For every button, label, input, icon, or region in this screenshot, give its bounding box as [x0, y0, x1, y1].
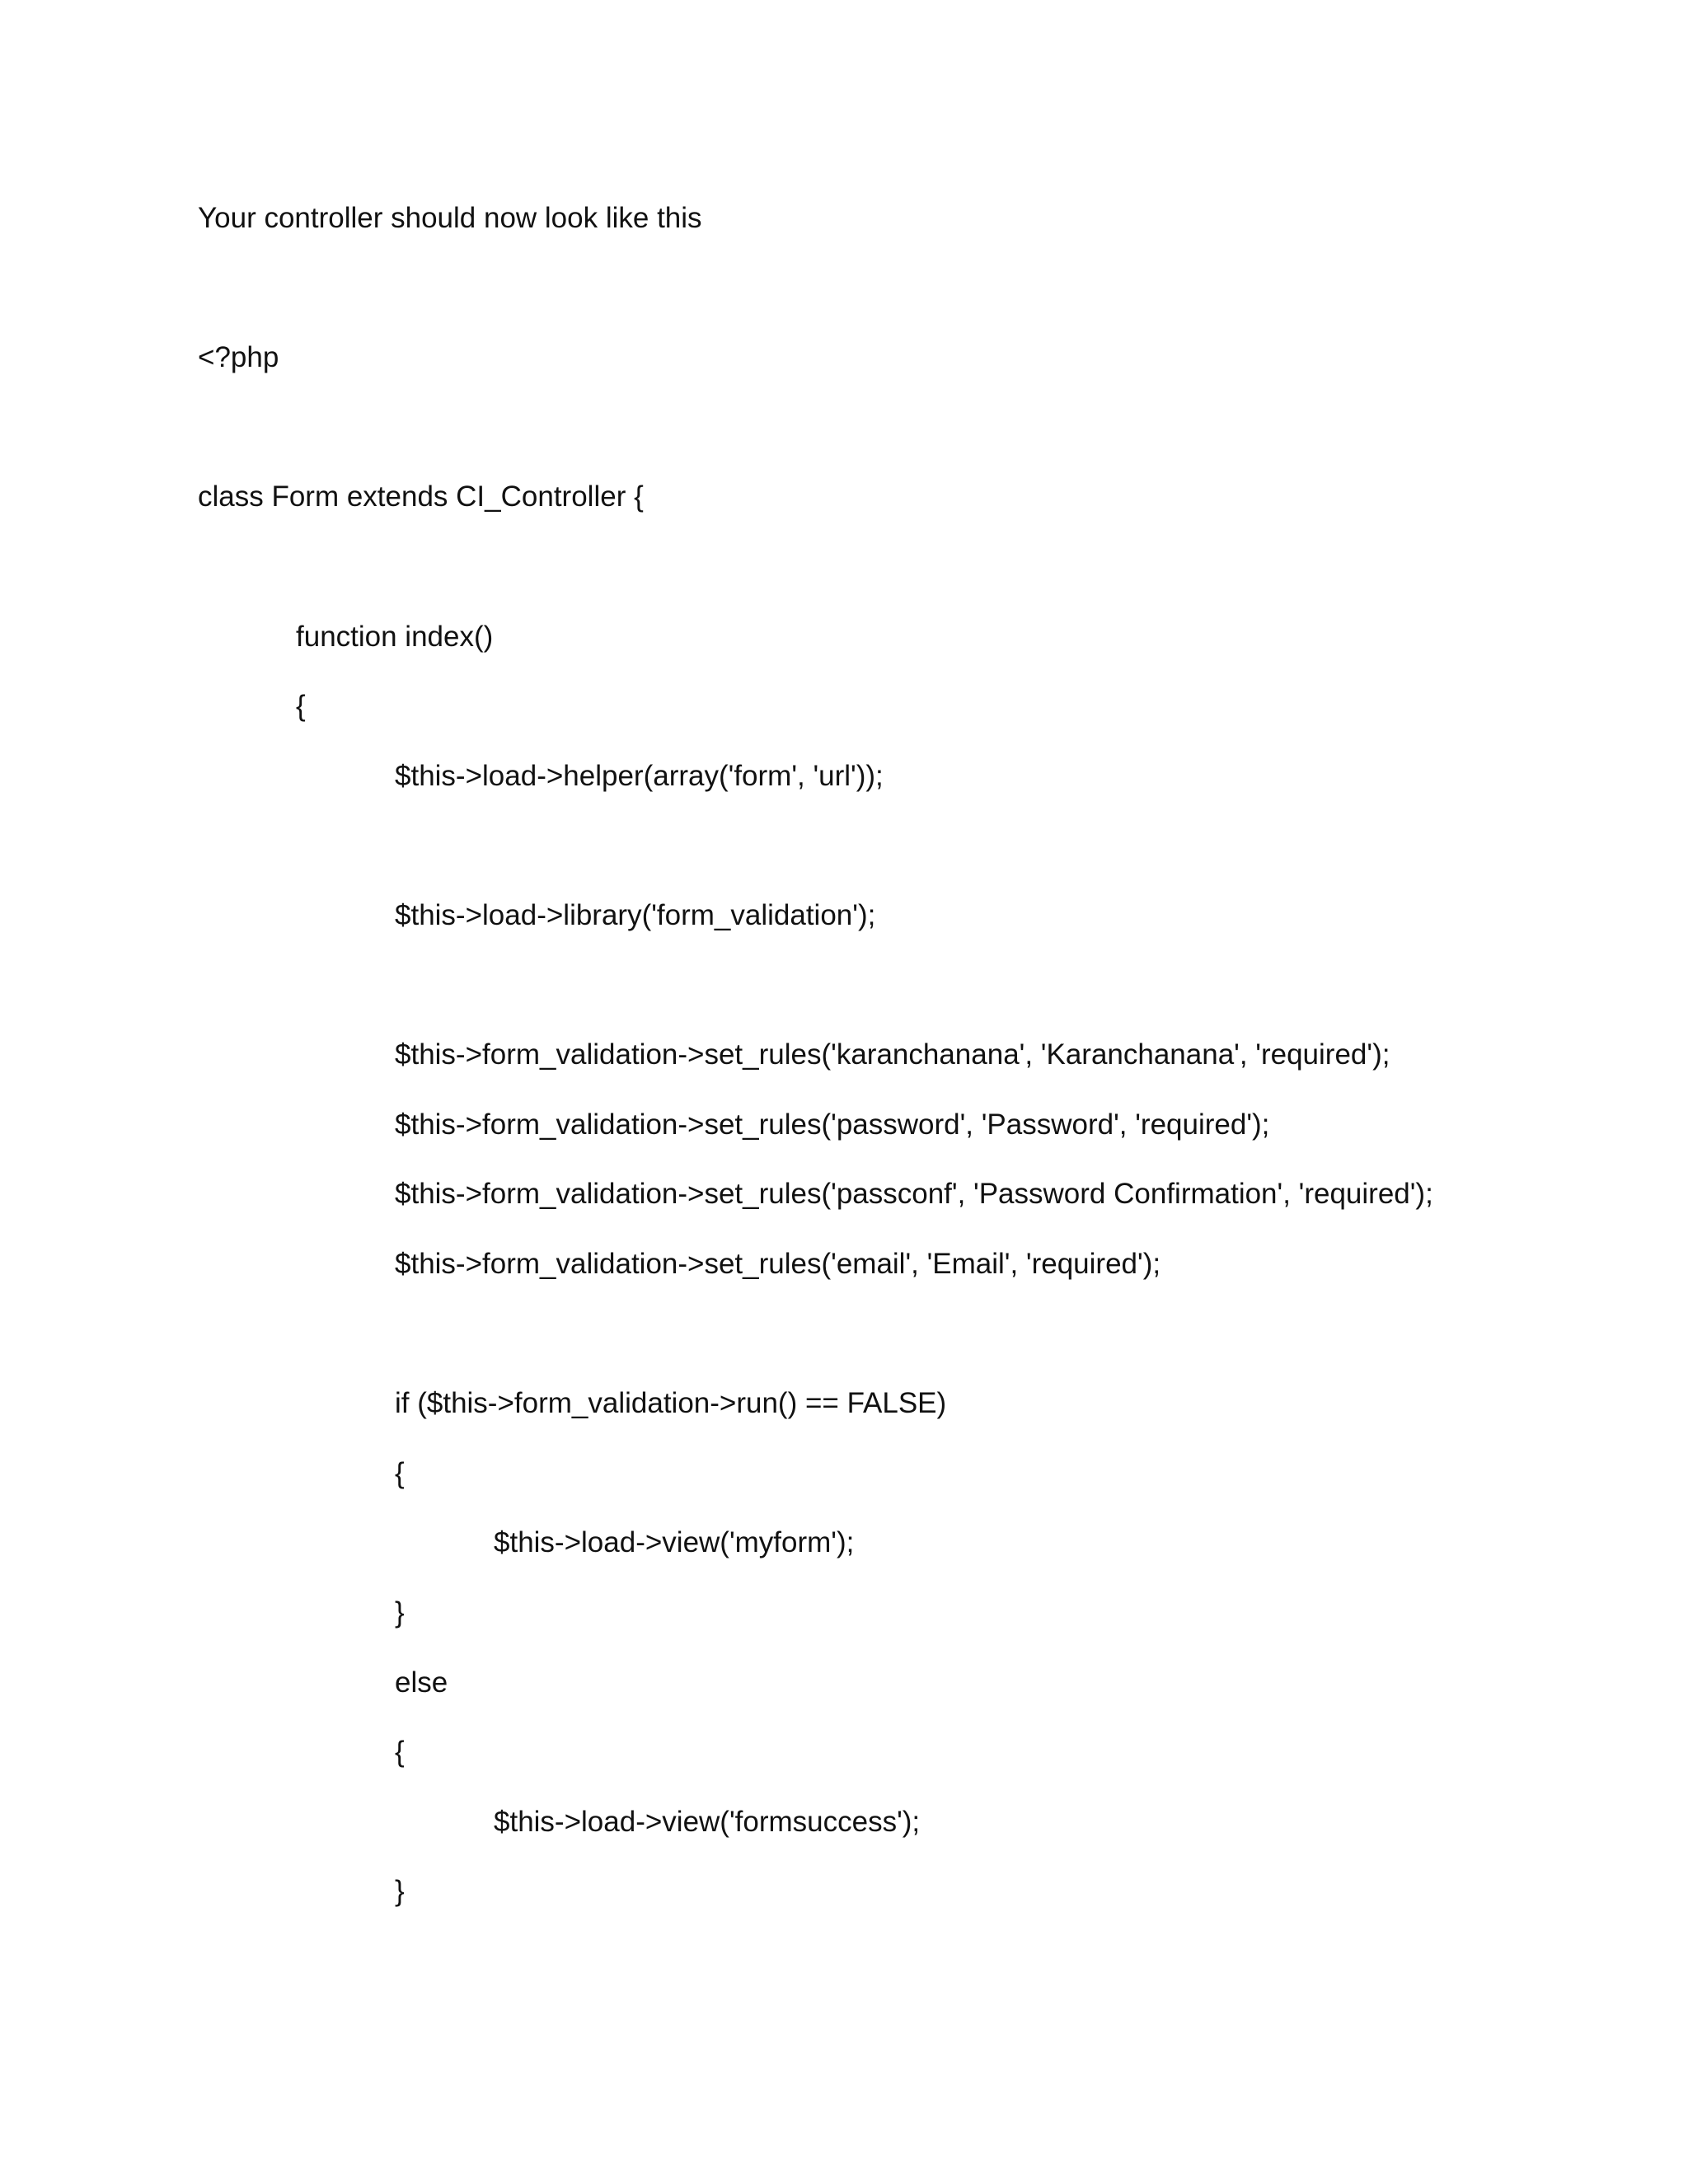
code-line-if-close-brace: } — [395, 1596, 405, 1629]
intro-text: Your controller should now look like this — [198, 202, 702, 234]
code-line-view-myform: $this->load->view('myform'); — [494, 1526, 855, 1558]
code-line-rule-email: $this->form_validation->set_rules('email', 'Email', 'required'); — [395, 1248, 1161, 1280]
code-line-rule-passconf: $this->form_validation->set_rules('passconf', 'Password Confirmation', 'required'); — [395, 1178, 1433, 1210]
code-line-load-helper: $this->load->helper(array('form', 'url')); — [395, 760, 884, 792]
code-line-php-open: <?php — [198, 341, 279, 373]
code-line-rule-password: $this->form_validation->set_rules('password', 'Password', 'required'); — [395, 1108, 1270, 1141]
code-line-else-open-brace: { — [395, 1736, 405, 1768]
code-line-else-close-brace: } — [395, 1875, 405, 1907]
code-line-if-open-brace: { — [395, 1457, 405, 1489]
code-line-rule-karanchanana: $this->form_validation->set_rules('karanchanana', 'Karanchanana', 'required'); — [395, 1038, 1390, 1071]
code-line-view-formsuccess: $this->load->view('formsuccess'); — [494, 1806, 921, 1838]
code-line-else: else — [395, 1666, 448, 1699]
code-line-load-library: $this->load->library('form_validation'); — [395, 899, 876, 931]
code-line-if-condition: if ($this->form_validation->run() == FALSE) — [395, 1387, 947, 1419]
code-line-function-index: function index() — [296, 621, 494, 653]
code-line-class-declaration: class Form extends CI_Controller { — [198, 480, 644, 513]
code-line-function-open-brace: { — [296, 690, 306, 722]
